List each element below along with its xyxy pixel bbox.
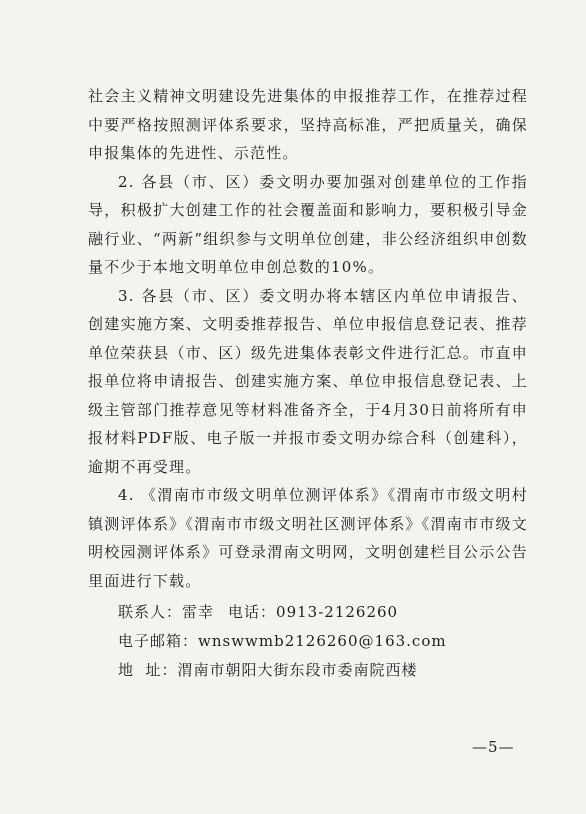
contact-person-line bbox=[88, 598, 528, 627]
contact-phone: 0913-2126260 bbox=[276, 603, 399, 621]
contact-person-label: 联系人： bbox=[118, 603, 183, 621]
contact-address: 渭南市朝阳大街东段市委南院西楼 bbox=[177, 661, 418, 679]
document-body bbox=[88, 82, 528, 685]
paragraph-item-3: 3. 各县（市、区）委文明办将本辖区内单位申请报告、创建实施方案、文明委推荐报告、单位申报信息登记表、推荐单位荣获县（市、区）级先进集体表彰文件进行汇总。市直申报单位将申请报告、创建实施方案、单位申报信息登记表、上级主管部门推荐意见等材料准备齐全，于4月30日前将所有申报材料PDF版、电子版一并报市委文明办综合科（创建科），逾期不再受理。 bbox=[88, 286, 528, 476]
page-number: —5— bbox=[472, 738, 515, 756]
contact-phone-label: 电话： bbox=[228, 603, 277, 621]
contact-address-line bbox=[88, 656, 528, 685]
paragraph-item-2: 2. 各县（市、区）委文明办要加强对创建单位的工作指导，积极扩大创建工作的社会覆盖面和影响力，要积极引导金融行业、“两新”组织参与文明单位创建，非公经济组织申创数量不少于本地文明单位申创总数的10%。 bbox=[88, 172, 528, 276]
contact-person-name: 雷幸 bbox=[182, 603, 215, 621]
paragraph-continuation: 社会主义精神文明建设先进集体的申报推荐工作，在推荐过程中要严格按照测评体系要求，坚持高标准，严把质量关，确保申报集体的先进性、示范性。 bbox=[88, 87, 528, 162]
paragraph-item-4: 4. 《渭南市市级文明单位测评体系》《渭南市市级文明村镇测评体系》《渭南市市级文明社区测评体系》《渭南市市级文明校园测评体系》可登录渭南文明网，文明创建栏目公示公告里面进行下载。 bbox=[88, 486, 528, 590]
contact-email-line bbox=[88, 627, 528, 656]
contact-address-label: 地 址： bbox=[118, 661, 178, 679]
contact-email-label: 电子邮箱： bbox=[118, 632, 199, 650]
contact-email: wnswwmb2126260@163.com bbox=[198, 632, 447, 650]
contact-block bbox=[88, 598, 528, 685]
